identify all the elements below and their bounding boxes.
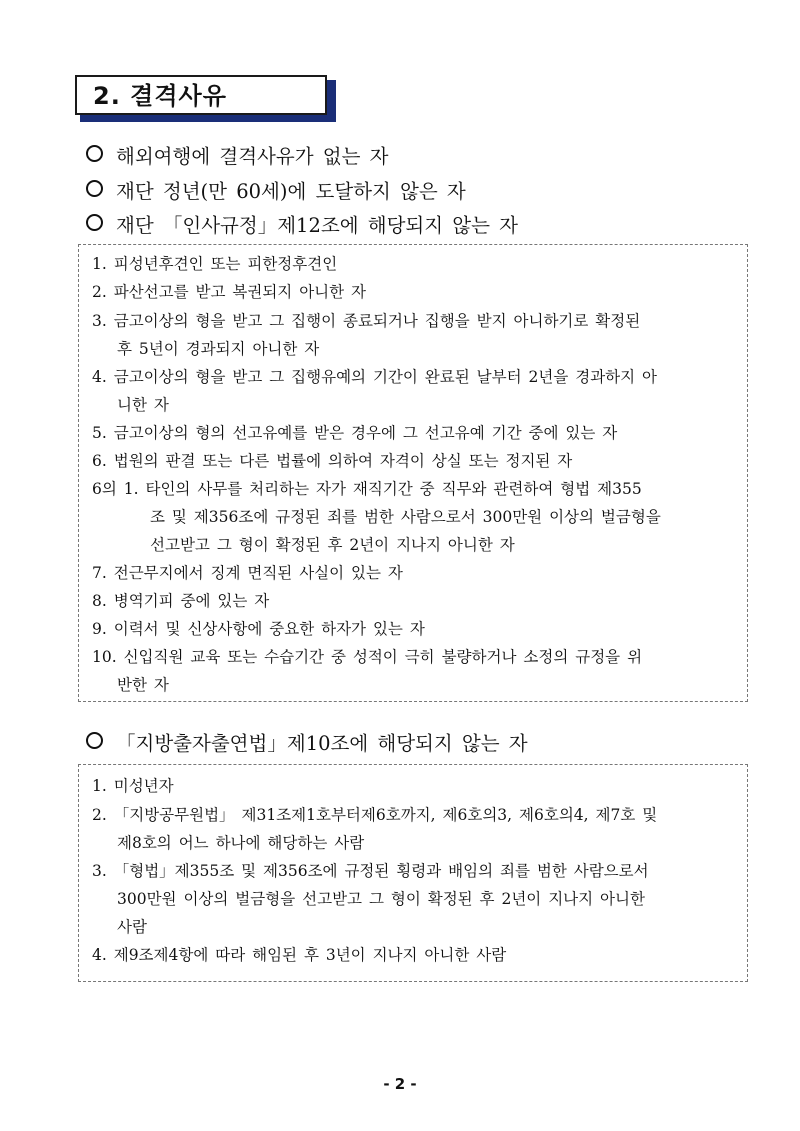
list-item: 10. 신입직원 교육 또는 수습기간 중 성적이 극히 불량하거나 소정의 규정을 위 bbox=[92, 648, 643, 666]
list-item-continuation: 300만원 이상의 벌금형을 선고받고 그 형이 확정된 후 2년이 지나지 아니한 bbox=[117, 890, 645, 908]
list-item-continuation: 선고받고 그 형이 확정된 후 2년이 지나지 아니한 자 bbox=[150, 536, 515, 554]
list-item: 3. 금고이상의 형을 받고 그 집행이 종료되거나 집행을 받지 아니하기로 확정된 bbox=[92, 312, 641, 330]
list-item: 5. 금고이상의 형의 선고유예를 받은 경우에 그 선고유예 기간 중에 있는 자 bbox=[92, 424, 618, 442]
list-item: 1. 미성년자 bbox=[92, 777, 174, 795]
list-item-continuation: 조 및 제356조에 규정된 죄를 범한 사람으로서 300만원 이상의 벌금형을 bbox=[150, 508, 661, 526]
list-item: 6. 법원의 판결 또는 다른 법률에 의하여 자격이 상실 또는 정지된 자 bbox=[92, 452, 573, 470]
criterion-1 bbox=[86, 143, 388, 171]
criterion-2 bbox=[86, 178, 466, 206]
criterion-text: 「지방출자출연법」제10조에 해당되지 않는 자 bbox=[116, 732, 528, 755]
criterion-text: 재단 「인사규정」제12조에 해당되지 않는 자 bbox=[116, 214, 518, 237]
list-item: 3. 「형법」제355조 및 제356조에 규정된 횡령과 배임의 죄를 범한 사람으로서 bbox=[92, 862, 649, 880]
list-item: 9. 이력서 및 신상사항에 중요한 하자가 있는 자 bbox=[92, 620, 425, 638]
section-heading-box bbox=[75, 75, 327, 115]
criterion-text: 해외여행에 결격사유가 없는 자 bbox=[116, 145, 389, 168]
circle-bullet-icon bbox=[86, 180, 103, 197]
list-item: 2. 「지방공무원법」 제31조제1호부터제6호까지, 제6호의3, 제6호의4, 제7호 및 bbox=[92, 806, 658, 824]
list-item-continuation: 후 5년이 경과되지 아니한 자 bbox=[117, 340, 320, 358]
list-item: 8. 병역기피 중에 있는 자 bbox=[92, 592, 270, 610]
criterion-4 bbox=[86, 730, 528, 758]
list-item: 1. 피성년후견인 또는 피한정후견인 bbox=[92, 255, 338, 273]
list-item-continuation: 반한 자 bbox=[117, 676, 169, 694]
page-number: - 2 - bbox=[383, 1075, 417, 1093]
section-heading: 2. 결격사유 bbox=[93, 82, 227, 110]
list-item-continuation: 사람 bbox=[117, 918, 147, 936]
list-item: 4. 금고이상의 형을 받고 그 집행유예의 기간이 완료된 날부터 2년을 경과하지 아 bbox=[92, 368, 658, 386]
criterion-text: 재단 정년(만 60세)에 도달하지 않은 자 bbox=[116, 180, 466, 203]
list-item: 2. 파산선고를 받고 복권되지 아니한 자 bbox=[92, 283, 367, 301]
list-item: 4. 제9조제4항에 따라 해임된 후 3년이 지나지 아니한 사람 bbox=[92, 946, 507, 964]
list-item: 6의 1. 타인의 사무를 처리하는 자가 재직기간 중 직무와 관련하여 형법 제355 bbox=[92, 480, 642, 498]
circle-bullet-icon bbox=[86, 214, 103, 231]
list-item: 7. 전근무지에서 징계 면직된 사실이 있는 자 bbox=[92, 564, 403, 582]
circle-bullet-icon bbox=[86, 145, 103, 162]
list-item-continuation: 제8호의 어느 하나에 해당하는 사람 bbox=[117, 834, 365, 852]
list-item-continuation: 니한 자 bbox=[117, 396, 169, 414]
criterion-3 bbox=[86, 212, 518, 240]
circle-bullet-icon bbox=[86, 732, 103, 749]
